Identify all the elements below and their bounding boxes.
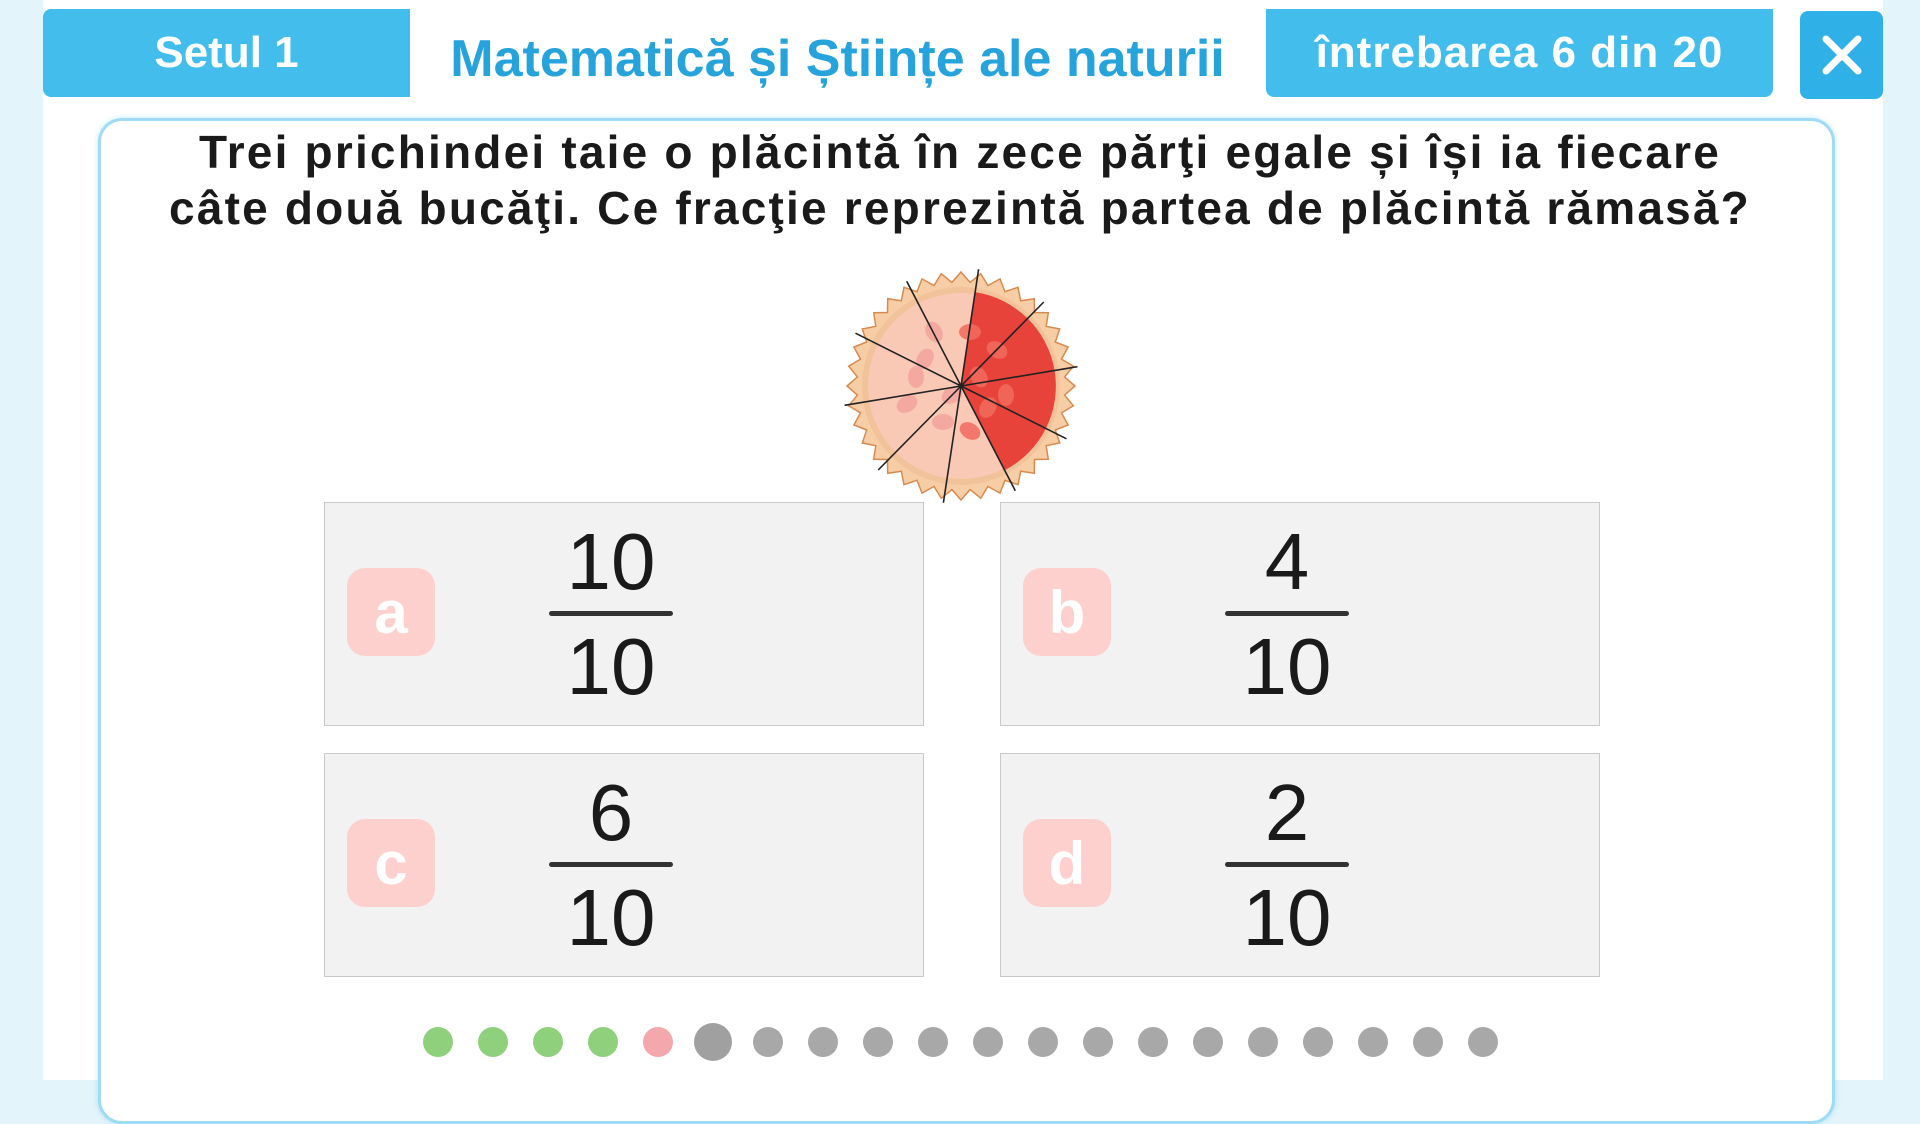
denominator: 10 <box>566 873 656 962</box>
option-letter: c <box>347 819 435 907</box>
progress-dot-4[interactable] <box>588 1027 618 1057</box>
progress-dot-19[interactable] <box>1413 1027 1443 1057</box>
numerator: 10 <box>566 517 656 606</box>
option-letter: b <box>1023 568 1111 656</box>
fraction-bar <box>1225 611 1349 616</box>
progress-dot-11[interactable] <box>973 1027 1003 1057</box>
fraction <box>549 517 673 713</box>
progress-dot-15[interactable] <box>1193 1027 1223 1057</box>
pie-cut-in-ten-icon <box>838 268 1084 504</box>
fraction-bar <box>549 862 673 867</box>
progress-dot-10[interactable] <box>918 1027 948 1057</box>
progress-dot-1[interactable] <box>423 1027 453 1057</box>
progress-dot-12[interactable] <box>1028 1027 1058 1057</box>
progress-dot-3[interactable] <box>533 1027 563 1057</box>
progress-dot-9[interactable] <box>863 1027 893 1057</box>
fraction <box>549 768 673 964</box>
option-d[interactable] <box>1000 753 1600 977</box>
progress-dot-5[interactable] <box>643 1027 673 1057</box>
progress-dot-8[interactable] <box>808 1027 838 1057</box>
progress-dot-18[interactable] <box>1358 1027 1388 1057</box>
progress-dot-2[interactable] <box>478 1027 508 1057</box>
set-label: Setul 1 <box>43 9 410 97</box>
progress-dot-16[interactable] <box>1248 1027 1278 1057</box>
progress-dot-20[interactable] <box>1468 1027 1498 1057</box>
denominator: 10 <box>1242 873 1332 962</box>
progress-dot-17[interactable] <box>1303 1027 1333 1057</box>
option-letter: a <box>347 568 435 656</box>
question-text <box>110 124 1810 236</box>
close-icon <box>1822 35 1862 75</box>
option-a[interactable] <box>324 502 924 726</box>
fraction-bar <box>549 611 673 616</box>
page-title: Matematică și Științe ale naturii <box>450 30 1225 88</box>
question-line-2: câte două bucăţi. Ce fracţie reprezintă partea de plăcintă rămasă? <box>169 182 1751 234</box>
question-counter: întrebarea 6 din 20 <box>1266 9 1773 97</box>
denominator: 10 <box>566 622 656 711</box>
numerator: 4 <box>1264 517 1310 606</box>
fraction <box>1225 768 1349 964</box>
fraction <box>1225 517 1349 713</box>
numerator: 6 <box>588 768 634 857</box>
progress-dot-6[interactable] <box>694 1023 732 1061</box>
progress-dots <box>420 1022 1500 1062</box>
progress-dot-13[interactable] <box>1083 1027 1113 1057</box>
close-button[interactable] <box>1800 11 1883 99</box>
option-c[interactable] <box>324 753 924 977</box>
question-line-1: Trei prichindei taie o plăcintă în zece părţi egale și își ia fiecare <box>198 126 1722 178</box>
option-b[interactable] <box>1000 502 1600 726</box>
progress-dot-7[interactable] <box>753 1027 783 1057</box>
progress-dot-14[interactable] <box>1138 1027 1168 1057</box>
denominator: 10 <box>1242 622 1332 711</box>
fraction-bar <box>1225 862 1349 867</box>
option-letter: d <box>1023 819 1111 907</box>
numerator: 2 <box>1264 768 1310 857</box>
